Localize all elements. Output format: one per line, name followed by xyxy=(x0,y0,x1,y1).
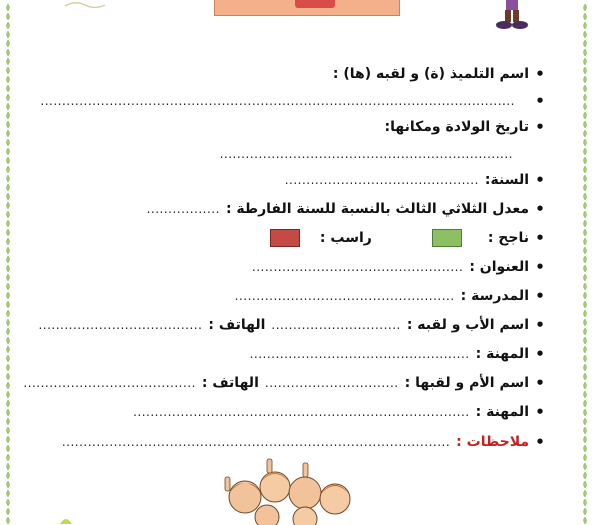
father-phone-label: الهاتف : xyxy=(208,317,266,333)
border-leaf xyxy=(7,346,10,353)
border-leaf xyxy=(7,463,10,470)
mother-phone-dots[interactable]: ........................................ xyxy=(23,376,196,390)
border-leaf xyxy=(7,22,10,29)
border-leaf xyxy=(7,157,10,164)
border-leaf xyxy=(584,40,587,47)
border-leaf xyxy=(584,400,587,407)
mother-field xyxy=(23,373,545,393)
border-leaf xyxy=(584,292,587,299)
border-leaf xyxy=(584,418,587,425)
bullet-icon: • xyxy=(535,316,545,334)
border-leaf xyxy=(7,184,10,191)
border-leaf xyxy=(7,148,10,155)
border-leaf xyxy=(584,256,587,263)
border-leaf xyxy=(584,391,587,398)
border-leaf xyxy=(7,427,10,434)
cartoon-children-group-icon xyxy=(205,455,375,525)
mother-dots[interactable]: ............................... xyxy=(264,376,399,390)
border-leaf xyxy=(584,103,587,110)
border-leaf xyxy=(584,211,587,218)
border-leaf xyxy=(7,391,10,398)
border-leaf xyxy=(7,472,10,479)
bullet-icon: • xyxy=(535,200,545,218)
year-dots[interactable]: ............................................. xyxy=(284,173,479,187)
border-leaf xyxy=(584,301,587,308)
bullet-icon: • xyxy=(535,287,545,305)
border-leaf xyxy=(584,157,587,164)
leaf-icon xyxy=(58,514,74,525)
border-leaf xyxy=(7,4,10,11)
border-leaf xyxy=(7,499,10,506)
fail-label: راسب : xyxy=(319,230,372,246)
notes-label: ملاحظات : xyxy=(456,434,529,450)
father-job-dots[interactable]: ................................................... xyxy=(249,347,470,361)
border-leaf xyxy=(584,409,587,416)
border-leaf xyxy=(584,112,587,119)
bullet-icon: • xyxy=(535,374,545,392)
bullet-icon: • xyxy=(535,229,545,247)
border-leaf xyxy=(7,166,10,173)
border-leaf xyxy=(7,355,10,362)
border-leaf xyxy=(7,40,10,47)
bullet-icon: • xyxy=(535,433,545,451)
border-leaf xyxy=(7,400,10,407)
border-leaf xyxy=(584,373,587,380)
student-name-line[interactable] xyxy=(40,91,545,111)
border-leaf xyxy=(7,76,10,83)
border-leaf xyxy=(7,130,10,137)
border-leaf xyxy=(584,139,587,146)
border-leaf xyxy=(584,238,587,245)
father-job-field xyxy=(250,344,545,364)
border-leaf xyxy=(584,346,587,353)
border-leaf xyxy=(7,202,10,209)
mother-phone-label: الهاتف : xyxy=(201,375,259,391)
border-leaf xyxy=(7,337,10,344)
decorative-swirl-icon xyxy=(60,0,130,8)
border-leaf xyxy=(584,436,587,443)
bullet-icon: • xyxy=(535,65,545,83)
border-leaf xyxy=(584,454,587,461)
border-leaf xyxy=(584,22,587,29)
border-leaf xyxy=(7,301,10,308)
border-leaf xyxy=(7,247,10,254)
border-leaf xyxy=(7,490,10,497)
bullet-icon: • xyxy=(535,258,545,276)
border-leaf xyxy=(584,445,587,452)
border-leaf xyxy=(584,265,587,272)
border-leaf xyxy=(584,13,587,20)
border-leaf xyxy=(7,364,10,371)
border-leaf xyxy=(584,220,587,227)
border-leaf xyxy=(584,499,587,506)
border-leaf xyxy=(7,211,10,218)
border-leaf xyxy=(7,58,10,65)
border-leaf xyxy=(7,319,10,326)
border-leaf xyxy=(584,328,587,335)
father-dots[interactable]: .............................. xyxy=(271,318,401,332)
border-leaf xyxy=(7,121,10,128)
border-leaf xyxy=(584,58,587,65)
border-leaf xyxy=(7,517,10,524)
border-leaf xyxy=(7,283,10,290)
border-leaf xyxy=(584,94,587,101)
border-leaf xyxy=(584,319,587,326)
father-field xyxy=(38,315,545,335)
border-leaf xyxy=(7,229,10,236)
student-name-dots[interactable]: .............................................................................................................. xyxy=(40,94,515,108)
student-name-field xyxy=(333,64,545,84)
border-leaf xyxy=(584,274,587,281)
border-leaf xyxy=(7,31,10,38)
year-label: السنة: xyxy=(484,172,529,188)
birth-line[interactable] xyxy=(220,144,513,164)
school-field xyxy=(235,286,545,306)
border-leaf xyxy=(584,508,587,515)
average-label: معدل الثلاثي الثالث بالنسبة للسنة الفارطة : xyxy=(225,201,529,217)
border-leaf xyxy=(7,454,10,461)
border-leaf xyxy=(7,436,10,443)
border-leaf xyxy=(7,139,10,146)
border-leaf xyxy=(7,13,10,20)
border-leaf xyxy=(584,130,587,137)
father-phone-dots[interactable]: ...................................... xyxy=(38,318,203,332)
address-dots[interactable]: ................................................. xyxy=(251,260,464,274)
bullet-icon: • xyxy=(535,403,545,421)
border-leaf xyxy=(7,418,10,425)
border-leaf xyxy=(584,337,587,344)
average-field xyxy=(147,199,545,219)
border-leaf xyxy=(584,229,587,236)
border-leaf xyxy=(7,328,10,335)
border-leaf xyxy=(584,193,587,200)
border-leaf xyxy=(7,49,10,56)
border-leaf xyxy=(584,121,587,128)
border-leaf xyxy=(584,490,587,497)
fail-checkbox[interactable] xyxy=(270,229,300,247)
border-leaf xyxy=(584,427,587,434)
birth-label: تاريخ الولادة ومكانها: xyxy=(384,119,529,135)
border-leaf xyxy=(7,103,10,110)
border-leaf xyxy=(7,193,10,200)
border-leaf xyxy=(7,481,10,488)
border-leaf xyxy=(584,382,587,389)
border-leaf xyxy=(584,166,587,173)
mother-label: اسم الأم و لقبها : xyxy=(404,375,529,391)
border-leaf xyxy=(584,76,587,83)
border-leaf xyxy=(7,292,10,299)
border-leaf xyxy=(7,112,10,119)
birth-dots[interactable]: .................................................................... xyxy=(219,147,513,161)
border-leaf xyxy=(7,85,10,92)
address-label: العنوان : xyxy=(469,259,529,275)
border-leaf xyxy=(584,67,587,74)
cartoon-child-icon xyxy=(492,0,532,30)
border-leaf xyxy=(584,85,587,92)
student-name-label: اسم التلميذ (ة) و لقبه (ها) : xyxy=(332,66,529,82)
mother-job-dots[interactable]: .............................................................................. xyxy=(133,405,470,419)
pass-checkbox[interactable] xyxy=(432,229,462,247)
border-leaf xyxy=(7,373,10,380)
border-leaf xyxy=(584,4,587,11)
bullet-icon: • xyxy=(535,345,545,363)
title-banner xyxy=(214,0,400,16)
border-leaf xyxy=(7,67,10,74)
year-field xyxy=(285,170,545,190)
border-leaf xyxy=(7,256,10,263)
border-leaf xyxy=(7,274,10,281)
notes-dots[interactable]: .......................................................................................... xyxy=(61,435,451,449)
border-leaf xyxy=(584,481,587,488)
father-job-label: المهنة : xyxy=(475,346,529,362)
bullet-icon: • xyxy=(535,171,545,189)
father-label: اسم الأب و لقبه : xyxy=(406,317,529,333)
border-leaf xyxy=(584,49,587,56)
border-leaf xyxy=(584,148,587,155)
bullet-icon: • xyxy=(535,92,545,110)
border-leaf xyxy=(7,94,10,101)
result-field xyxy=(270,228,545,248)
title-banner-ribbon xyxy=(295,0,335,8)
border-leaf xyxy=(584,247,587,254)
birth-field xyxy=(385,117,546,137)
border-leaf xyxy=(7,175,10,182)
border-leaf xyxy=(584,31,587,38)
border-leaf xyxy=(584,310,587,317)
school-label: المدرسة : xyxy=(460,288,529,304)
address-field xyxy=(252,257,545,277)
border-leaf xyxy=(7,409,10,416)
mother-job-field xyxy=(133,402,545,422)
mother-job-label: المهنة : xyxy=(475,404,529,420)
average-dots[interactable]: ................. xyxy=(146,202,220,216)
border-leaf xyxy=(7,382,10,389)
border-leaf xyxy=(584,283,587,290)
border-leaf xyxy=(7,310,10,317)
border-leaf xyxy=(7,220,10,227)
border-leaf xyxy=(584,184,587,191)
border-leaf xyxy=(584,175,587,182)
border-leaf xyxy=(7,508,10,515)
border-leaf xyxy=(584,472,587,479)
school-dots[interactable]: ................................................... xyxy=(234,289,455,303)
border-leaf xyxy=(584,355,587,362)
notes-field xyxy=(62,432,545,452)
border-leaf xyxy=(7,265,10,272)
border-leaf xyxy=(584,517,587,524)
border-leaf xyxy=(584,202,587,209)
pass-label: ناجح : xyxy=(487,230,529,246)
border-leaf xyxy=(7,445,10,452)
bullet-icon: • xyxy=(535,118,545,136)
border-leaf xyxy=(7,238,10,245)
border-leaf xyxy=(584,364,587,371)
border-leaf xyxy=(584,463,587,470)
